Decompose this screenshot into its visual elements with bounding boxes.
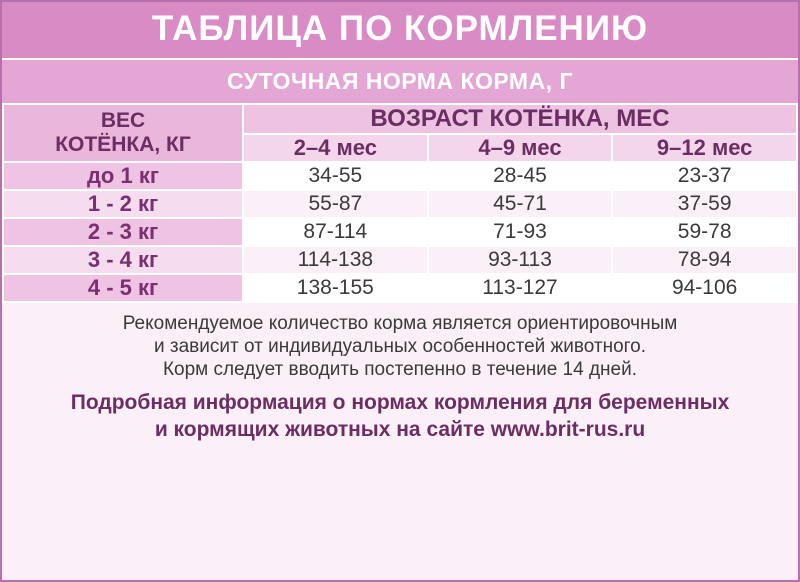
page-subtitle: СУТОЧНАЯ НОРМА КОРМА, Г [2,58,798,103]
note-line-2: и зависит от индивидуальных особенностей животного. [153,335,647,357]
age-column-header-3: 9–12 мес [612,134,797,162]
row-weight-label: 4 - 5 кг [3,274,243,302]
weight-column-header-line1: ВЕС [100,108,146,132]
row-value: 37-59 [612,190,797,218]
note-line-1: Рекомендуемое количество корма является ориентировочным [122,312,678,334]
row-weight-label: 1 - 2 кг [3,190,243,218]
table-row [3,246,797,274]
row-weight-label: 3 - 4 кг [3,246,243,274]
row-value: 23-37 [612,162,797,190]
feeding-table [2,103,798,303]
row-value: 59-78 [612,218,797,246]
row-value: 114-138 [243,246,428,274]
row-value: 71-93 [428,218,613,246]
age-column-header-1: 2–4 мес [243,134,428,162]
promo-line-2: и кормящих животных на сайте www.brit-rus.ru [154,417,646,441]
row-value: 138-155 [243,274,428,302]
age-group-header: ВОЗРАСТ КОТЁНКА, МЕС [243,104,797,134]
table-header-row-1 [3,104,797,134]
row-value: 45-71 [428,190,613,218]
footer-notes [2,303,798,580]
row-value: 93-113 [428,246,613,274]
row-value: 94-106 [612,274,797,302]
row-weight-label: 2 - 3 кг [3,218,243,246]
table-row [3,190,797,218]
row-weight-label: до 1 кг [3,162,243,190]
weight-column-header [3,104,243,162]
row-value: 87-114 [243,218,428,246]
table-row [3,274,797,302]
table-row [3,218,797,246]
row-value: 113-127 [428,274,613,302]
page-title: ТАБЛИЦА ПО КОРМЛЕНИЮ [2,2,798,58]
row-value: 34-55 [243,162,428,190]
row-value: 78-94 [612,246,797,274]
row-value: 28-45 [428,162,613,190]
age-column-header-2: 4–9 мес [428,134,613,162]
table-row [3,162,797,190]
promo-line-1: Подробная информация о нормах кормления для беременных [70,391,730,415]
weight-column-header-line2: КОТЁНКА, КГ [55,132,191,156]
row-value: 55-87 [243,190,428,218]
note-line-3: Корм следует вводить постепенно в течение 14 дней. [162,359,638,381]
